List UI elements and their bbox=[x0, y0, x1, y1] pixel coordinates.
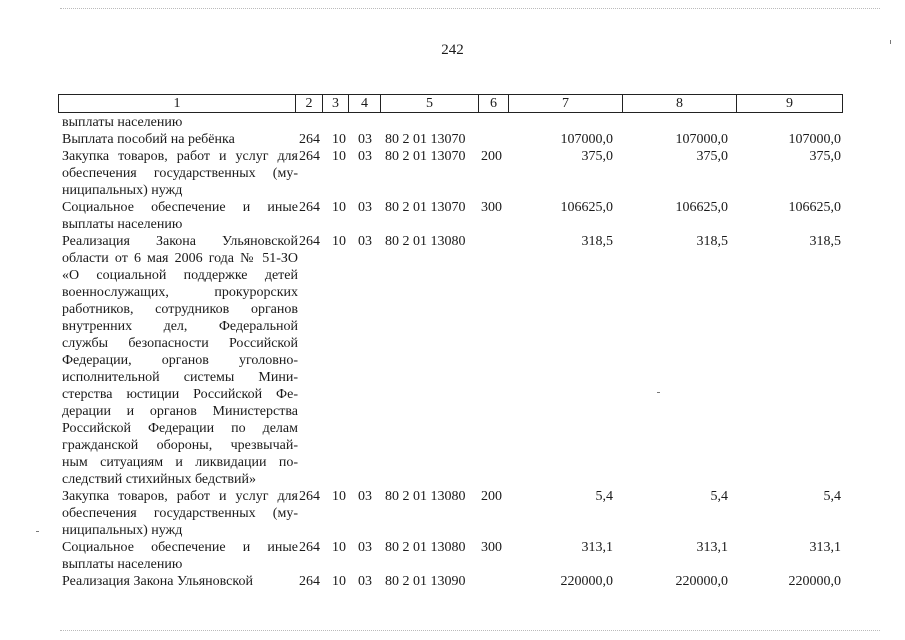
description-line: Социальное обеспечение и иные bbox=[62, 200, 298, 215]
header-col-8: 8 bbox=[623, 95, 737, 112]
description-line: следствий стихийных бедствий» bbox=[62, 472, 257, 487]
header-col-6: 6 bbox=[479, 95, 509, 112]
description-line: Закупка товаров, работ и услуг для bbox=[62, 489, 298, 504]
header-col-9: 9 bbox=[786, 96, 793, 111]
code-subsection: 03 bbox=[358, 489, 372, 504]
code-target: 80 2 01 13080 bbox=[385, 540, 466, 555]
code-subsection: 03 bbox=[358, 200, 372, 215]
table-row bbox=[58, 539, 843, 573]
amount-year2: 220000,0 bbox=[675, 574, 728, 589]
row-description bbox=[58, 573, 298, 590]
code-subsection: 03 bbox=[358, 234, 372, 249]
code-ministry: 264 bbox=[299, 489, 320, 504]
description-line: обеспечения государственных (му- bbox=[62, 506, 298, 521]
bottom-scan-noise bbox=[60, 630, 880, 633]
code-expense-type: 300 bbox=[481, 540, 502, 555]
row-description bbox=[58, 539, 298, 573]
code-subsection: 03 bbox=[358, 574, 372, 589]
description-line: выплаты населению bbox=[62, 217, 183, 232]
amount-year3: 313,1 bbox=[809, 540, 841, 555]
scan-speck bbox=[890, 40, 891, 44]
header-col-7: 7 bbox=[509, 95, 623, 112]
top-scan-noise bbox=[60, 8, 880, 11]
description-line: работников, сотрудников органов bbox=[62, 302, 298, 317]
scan-speck bbox=[36, 531, 39, 532]
amount-year1: 107000,0 bbox=[560, 132, 613, 147]
code-ministry: 264 bbox=[299, 149, 320, 164]
description-line: дерации и органов Министерства bbox=[62, 404, 298, 419]
description-line: внутренних дел, Федеральной bbox=[62, 319, 298, 334]
description-line: Реализация Закона Ульяновской bbox=[62, 234, 298, 249]
description-line: Закупка товаров, работ и услуг для bbox=[62, 149, 298, 164]
code-target: 80 2 01 13090 bbox=[385, 574, 466, 589]
header-col-1: 1 bbox=[59, 95, 296, 112]
code-section: 10 bbox=[332, 200, 346, 215]
table-row bbox=[58, 199, 843, 233]
code-target: 80 2 01 13070 bbox=[385, 200, 466, 215]
row-description bbox=[58, 233, 298, 488]
code-ministry: 264 bbox=[299, 574, 320, 589]
code-expense-type: 200 bbox=[481, 149, 502, 164]
amount-year3: 220000,0 bbox=[788, 574, 841, 589]
code-target: 80 2 01 13070 bbox=[385, 149, 466, 164]
code-ministry: 264 bbox=[299, 234, 320, 249]
amount-year2: 5,4 bbox=[710, 489, 728, 504]
table-row bbox=[58, 488, 843, 539]
table-row bbox=[58, 131, 843, 148]
amount-year3: 375,0 bbox=[809, 149, 841, 164]
amount-year2: 375,0 bbox=[696, 149, 728, 164]
description-line: гражданской обороны, чрезвычай- bbox=[62, 438, 298, 453]
header-col-2: 2 bbox=[296, 95, 323, 112]
description-line: Федерации, органов уголовно- bbox=[62, 353, 298, 368]
amount-year1: 106625,0 bbox=[560, 200, 613, 215]
table-row bbox=[58, 114, 843, 131]
description-line: стерства юстиции Российской Фе- bbox=[62, 387, 298, 402]
description-line: Выплата пособий на ребёнка bbox=[62, 132, 235, 147]
table-row bbox=[58, 233, 843, 488]
amount-year3: 106625,0 bbox=[788, 200, 841, 215]
code-section: 10 bbox=[332, 540, 346, 555]
table-row bbox=[58, 573, 843, 590]
description-line: Российской Федерации по делам bbox=[62, 421, 298, 436]
description-line: выплаты населению bbox=[62, 115, 183, 130]
header-col-4: 4 bbox=[349, 95, 381, 112]
row-description bbox=[58, 148, 298, 199]
code-subsection: 03 bbox=[358, 540, 372, 555]
amount-year3: 5,4 bbox=[823, 489, 841, 504]
code-section: 10 bbox=[332, 132, 346, 147]
code-section: 10 bbox=[332, 489, 346, 504]
code-section: 10 bbox=[332, 234, 346, 249]
header-col-5: 5 bbox=[381, 95, 479, 112]
code-target: 80 2 01 13080 bbox=[385, 234, 466, 249]
description-line: ным ситуациям и ликвидации по- bbox=[62, 455, 298, 470]
header-col-3: 3 bbox=[323, 95, 349, 112]
amount-year1: 313,1 bbox=[581, 540, 613, 555]
amount-year1: 318,5 bbox=[581, 234, 613, 249]
code-section: 10 bbox=[332, 149, 346, 164]
description-line: службы безопасности Российской bbox=[62, 336, 298, 351]
description-line: ниципальных) нужд bbox=[62, 523, 183, 538]
amount-year1: 220000,0 bbox=[560, 574, 613, 589]
amount-year3: 107000,0 bbox=[788, 132, 841, 147]
code-subsection: 03 bbox=[358, 132, 372, 147]
description-line: обеспечения государственных (му- bbox=[62, 166, 298, 181]
description-line: исполнительной системы Мини- bbox=[62, 370, 298, 385]
description-line: области от 6 мая 2006 года № 51-ЗО bbox=[62, 251, 298, 266]
table-header bbox=[58, 94, 843, 113]
description-line: «О социальной поддержке детей bbox=[62, 268, 298, 283]
code-expense-type: 300 bbox=[481, 200, 502, 215]
description-line: Реализация Закона Ульяновской bbox=[62, 574, 253, 589]
page-number: 242 bbox=[441, 42, 464, 58]
table-row bbox=[58, 148, 843, 199]
amount-year1: 5,4 bbox=[595, 489, 613, 504]
code-ministry: 264 bbox=[299, 540, 320, 555]
code-ministry: 264 bbox=[299, 132, 320, 147]
amount-year3: 318,5 bbox=[809, 234, 841, 249]
amount-year2: 318,5 bbox=[696, 234, 728, 249]
row-description bbox=[58, 488, 298, 539]
description-line: Социальное обеспечение и иные bbox=[62, 540, 298, 555]
code-ministry: 264 bbox=[299, 200, 320, 215]
description-line: ниципальных) нужд bbox=[62, 183, 183, 198]
amount-year2: 106625,0 bbox=[675, 200, 728, 215]
amount-year1: 375,0 bbox=[581, 149, 613, 164]
code-target: 80 2 01 13070 bbox=[385, 132, 466, 147]
code-section: 10 bbox=[332, 574, 346, 589]
description-line: военнослужащих, прокурорских bbox=[62, 285, 298, 300]
code-target: 80 2 01 13080 bbox=[385, 489, 466, 504]
description-line: выплаты населению bbox=[62, 557, 183, 572]
scan-speck bbox=[657, 392, 660, 393]
table-body bbox=[58, 114, 843, 590]
amount-year2: 107000,0 bbox=[675, 132, 728, 147]
row-description bbox=[58, 114, 298, 131]
code-expense-type: 200 bbox=[481, 489, 502, 504]
amount-year2: 313,1 bbox=[696, 540, 728, 555]
code-subsection: 03 bbox=[358, 149, 372, 164]
row-description bbox=[58, 199, 298, 233]
row-description bbox=[58, 131, 298, 148]
